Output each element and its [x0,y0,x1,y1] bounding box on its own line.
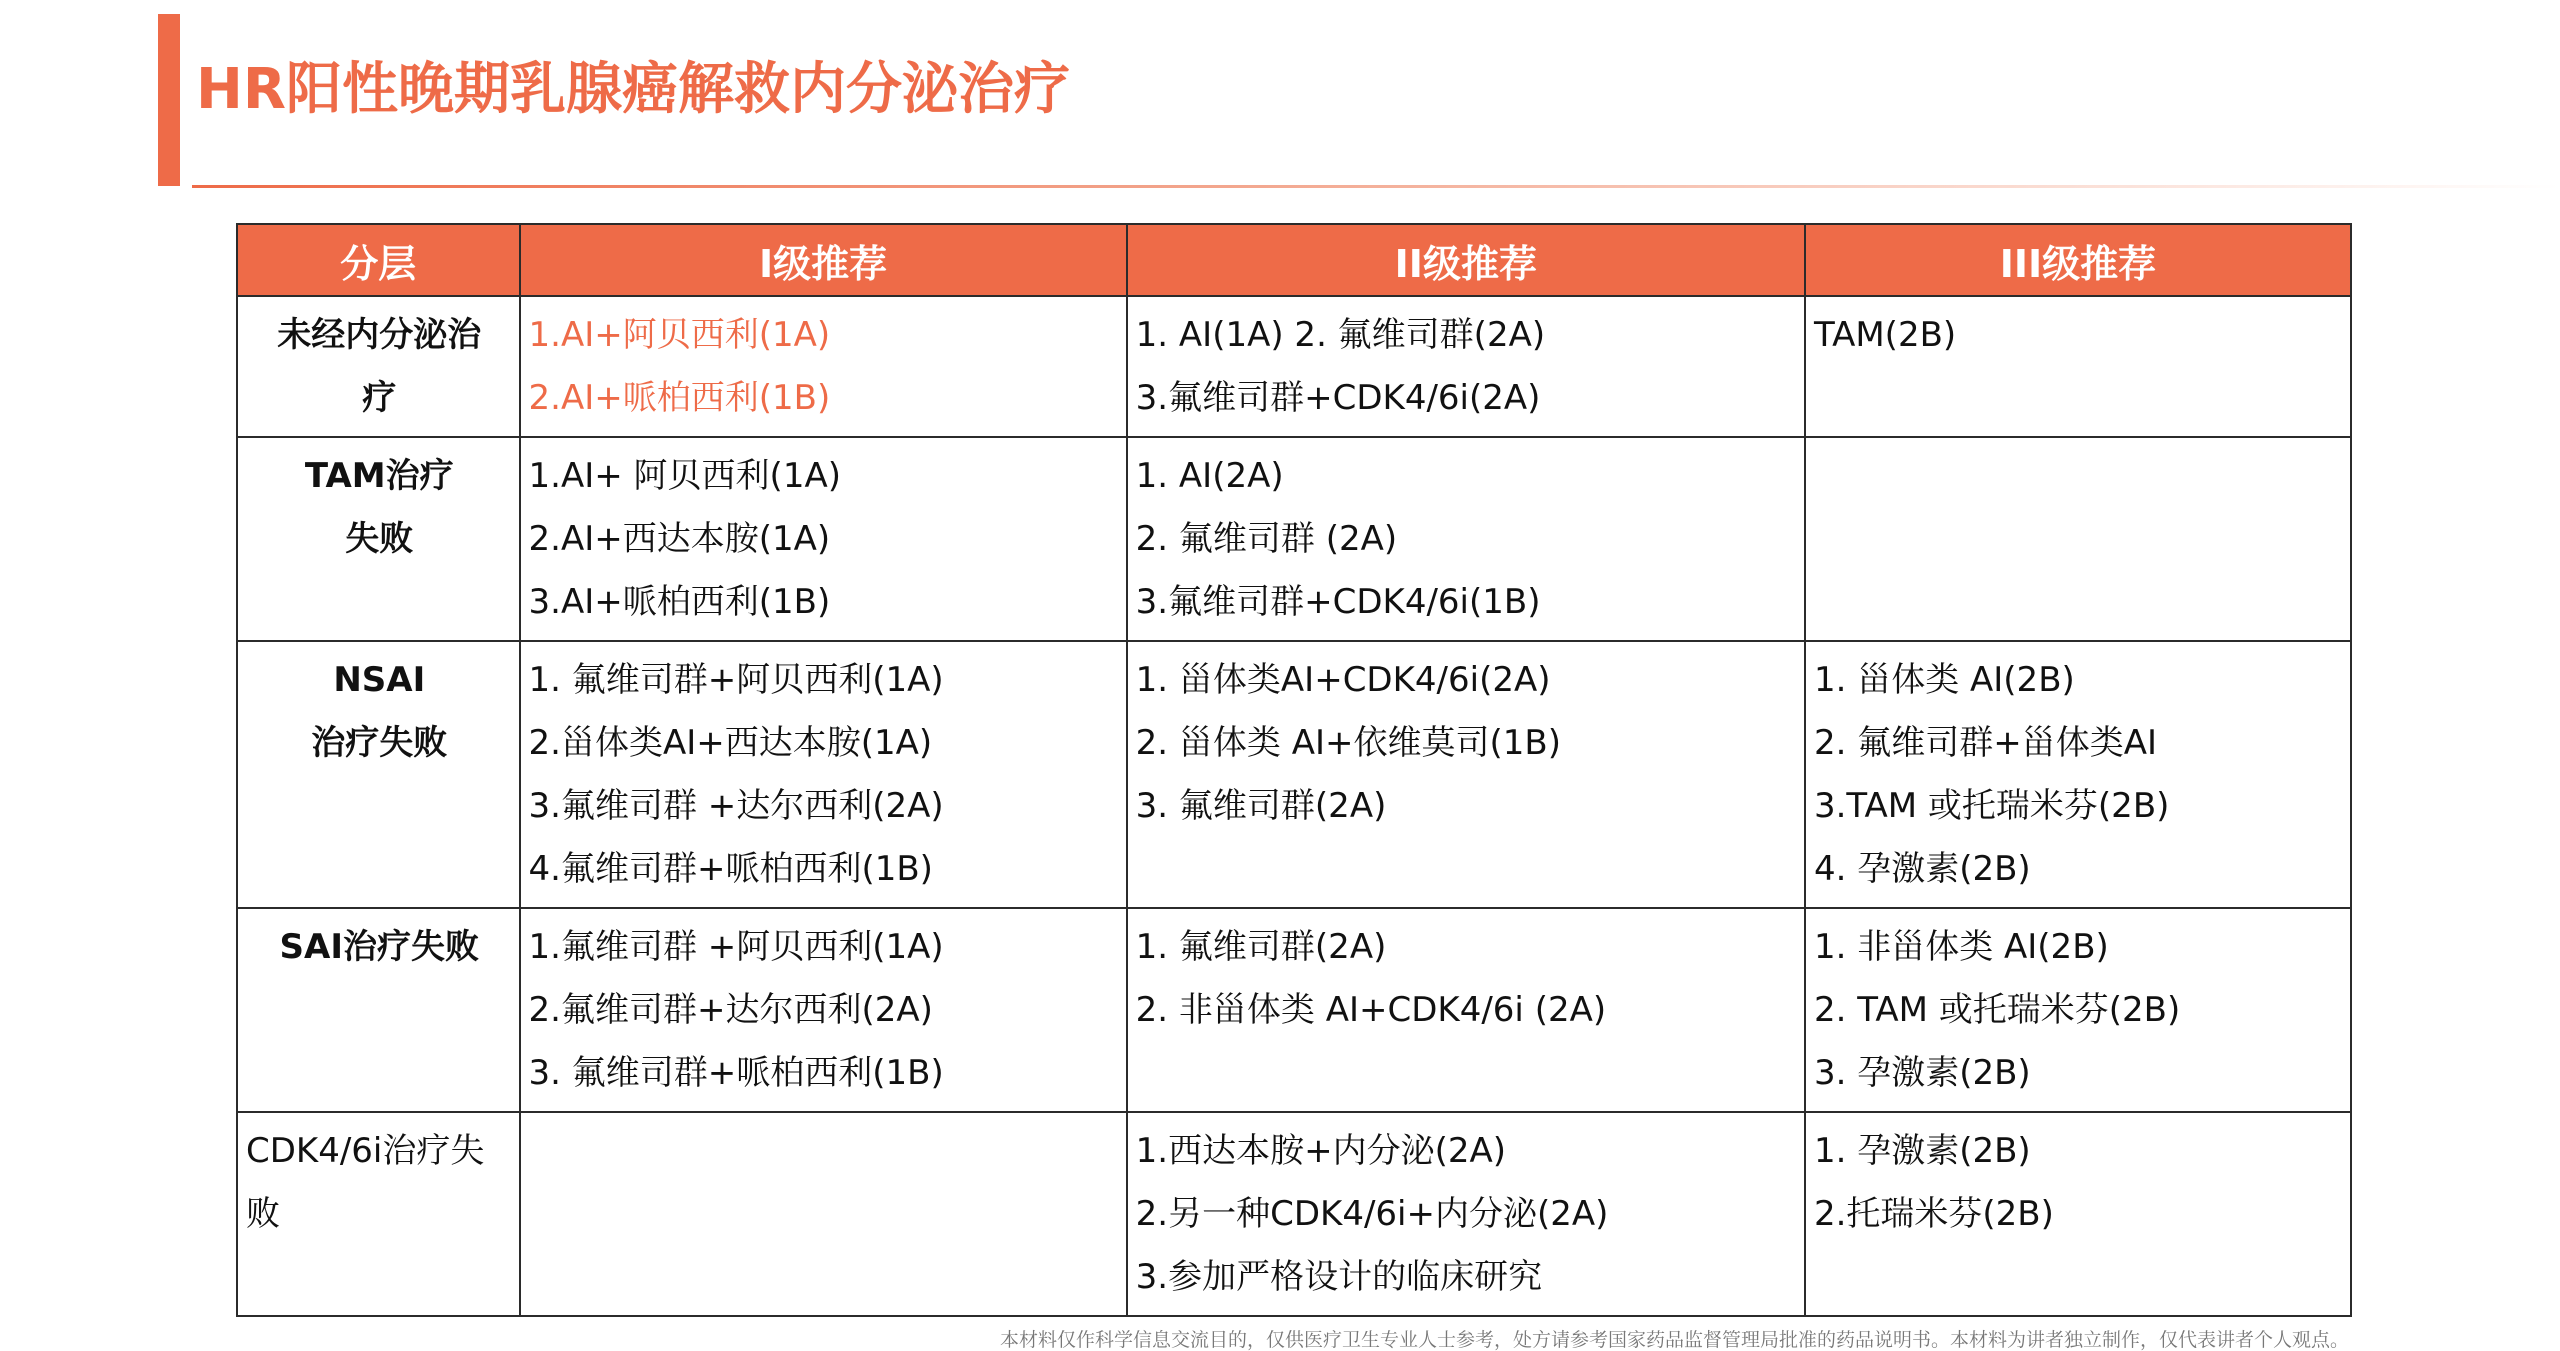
recommendation-item: 1. AI(2A) [1135,456,1284,496]
header-level-1: I级推荐 [520,224,1127,296]
disclaimer-footnote: 本材料仅作科学信息交流目的，仅供医疗卫生专业人士参考，处方请参考国家药品监督管理局批准的药品说明书。本材料为讲者独立制作，仅代表讲者个人观点。 [1000,1329,2350,1351]
recommendation-item: 1.氟维司群 +阿贝西利(1A) [528,927,944,967]
level-3-cell [1805,296,2351,437]
recommendation-item: 3.氟维司群+CDK4/6i(1B) [1135,582,1541,622]
recommendation-item: 3.TAM 或托瑞米芬(2B) [1813,786,2170,826]
recommendation-item: 1. 甾体类 AI(2B) [1813,660,2075,700]
level-3-cell [1805,641,2351,908]
level-2-cell [1127,641,1805,908]
recommendation-item: 2. 氟维司群 (2A) [1135,519,1398,559]
level-3-cell [1805,437,2351,641]
recommendation-item: 1. 甾体类AI+CDK4/6i(2A) [1135,660,1551,700]
layer-text: 败 [246,1194,280,1234]
recommendation-item: 3.氟维司群 +达尔西利(2A) [528,786,944,826]
recommendation-item: 3. 氟维司群+哌柏西利(1B) [528,1053,944,1093]
recommendation-item: 2. 甾体类 AI+依维莫司(1B) [1135,723,1561,763]
layer-text: 治疗失败 [311,723,448,763]
layer-cell [237,1112,520,1316]
recommendation-item: 2. 非甾体类 AI+CDK4/6i (2A) [1135,990,1607,1030]
level-2-cell [1127,296,1805,437]
recommendation-item: 1. AI(1A) 2. 氟维司群(2A) [1135,315,1546,355]
recommendation-item: 2. TAM 或托瑞米芬(2B) [1813,990,2181,1030]
layer-cell [237,296,520,437]
level-3-cell [1805,908,2351,1112]
layer-cell [237,437,520,641]
level-2-cell [1127,437,1805,641]
recommendation-item: 2.托瑞米芬(2B) [1813,1194,2054,1234]
level-2-cell [1127,908,1805,1112]
table-header-row [237,224,2351,296]
recommendation-item: 1. 氟维司群(2A) [1135,927,1387,967]
recommendation-item: 4. 孕激素(2B) [1813,849,2031,889]
level-3-cell [1805,1112,2351,1316]
header-level-3: III级推荐 [1805,224,2351,296]
recommendation-item: 3. 氟维司群(2A) [1135,786,1387,826]
layer-text: CDK4/6i治疗失 [246,1131,485,1171]
table-row [237,296,2351,437]
recommendation-item: 2.AI+西达本胺(1A) [528,519,831,559]
level-1-cell [520,1112,1127,1316]
level-1-cell [520,641,1127,908]
header-level-2: II级推荐 [1127,224,1805,296]
recommendation-item: TAM(2B) [1813,315,1957,355]
recommendation-item: 3.氟维司群+CDK4/6i(2A) [1135,378,1541,418]
recommendation-item: 3. 孕激素(2B) [1813,1053,2031,1093]
layer-text: 未经内分泌治 [277,315,482,355]
layer-cell [237,908,520,1112]
recommendation-table [236,223,2352,1317]
layer-text: TAM治疗 [304,456,454,496]
recommendation-item: 3.参加严格设计的临床研究 [1135,1257,1543,1297]
level-1-cell [520,296,1127,437]
recommendation-item: 1.AI+ 阿贝西利(1A) [528,456,841,496]
table-row [237,437,2351,641]
recommendation-item: 1. 非甾体类 AI(2B) [1813,927,2109,967]
layer-cell [237,641,520,908]
recommendation-item: 2.甾体类AI+西达本胺(1A) [528,723,933,763]
recommendation-item: 2. 氟维司群+甾体类AI [1813,723,2157,763]
level-1-cell [520,908,1127,1112]
page-title: HR阳性晚期乳腺癌解救内分泌治疗 [196,57,1070,122]
recommendation-item: 2.氟维司群+达尔西利(2A) [528,990,933,1030]
level-2-cell [1127,1112,1805,1316]
layer-text: 疗 [362,378,397,418]
recommendation-item-highlight: 2.AI+哌柏西利(1B) [528,378,831,418]
title-divider [192,185,2560,188]
level-1-cell [520,437,1127,641]
layer-text: NSAI [333,660,426,700]
recommendation-item: 1. 氟维司群+阿贝西利(1A) [528,660,944,700]
layer-text: SAI治疗失败 [279,927,479,967]
recommendation-item: 3.AI+哌柏西利(1B) [528,582,831,622]
recommendation-item: 4.氟维司群+哌柏西利(1B) [528,849,933,889]
title-accent-bar [158,14,180,186]
recommendation-item: 1. 孕激素(2B) [1813,1131,2031,1171]
recommendation-item: 2.另一种CDK4/6i+内分泌(2A) [1135,1194,1609,1234]
header-layer: 分层 [237,224,520,296]
table-row [237,908,2351,1112]
recommendation-item-highlight: 1.AI+阿贝西利(1A) [528,315,831,355]
layer-text: 失败 [345,519,414,559]
recommendation-item: 1.西达本胺+内分泌(2A) [1135,1131,1507,1171]
table-row [237,1112,2351,1316]
table-row [237,641,2351,908]
